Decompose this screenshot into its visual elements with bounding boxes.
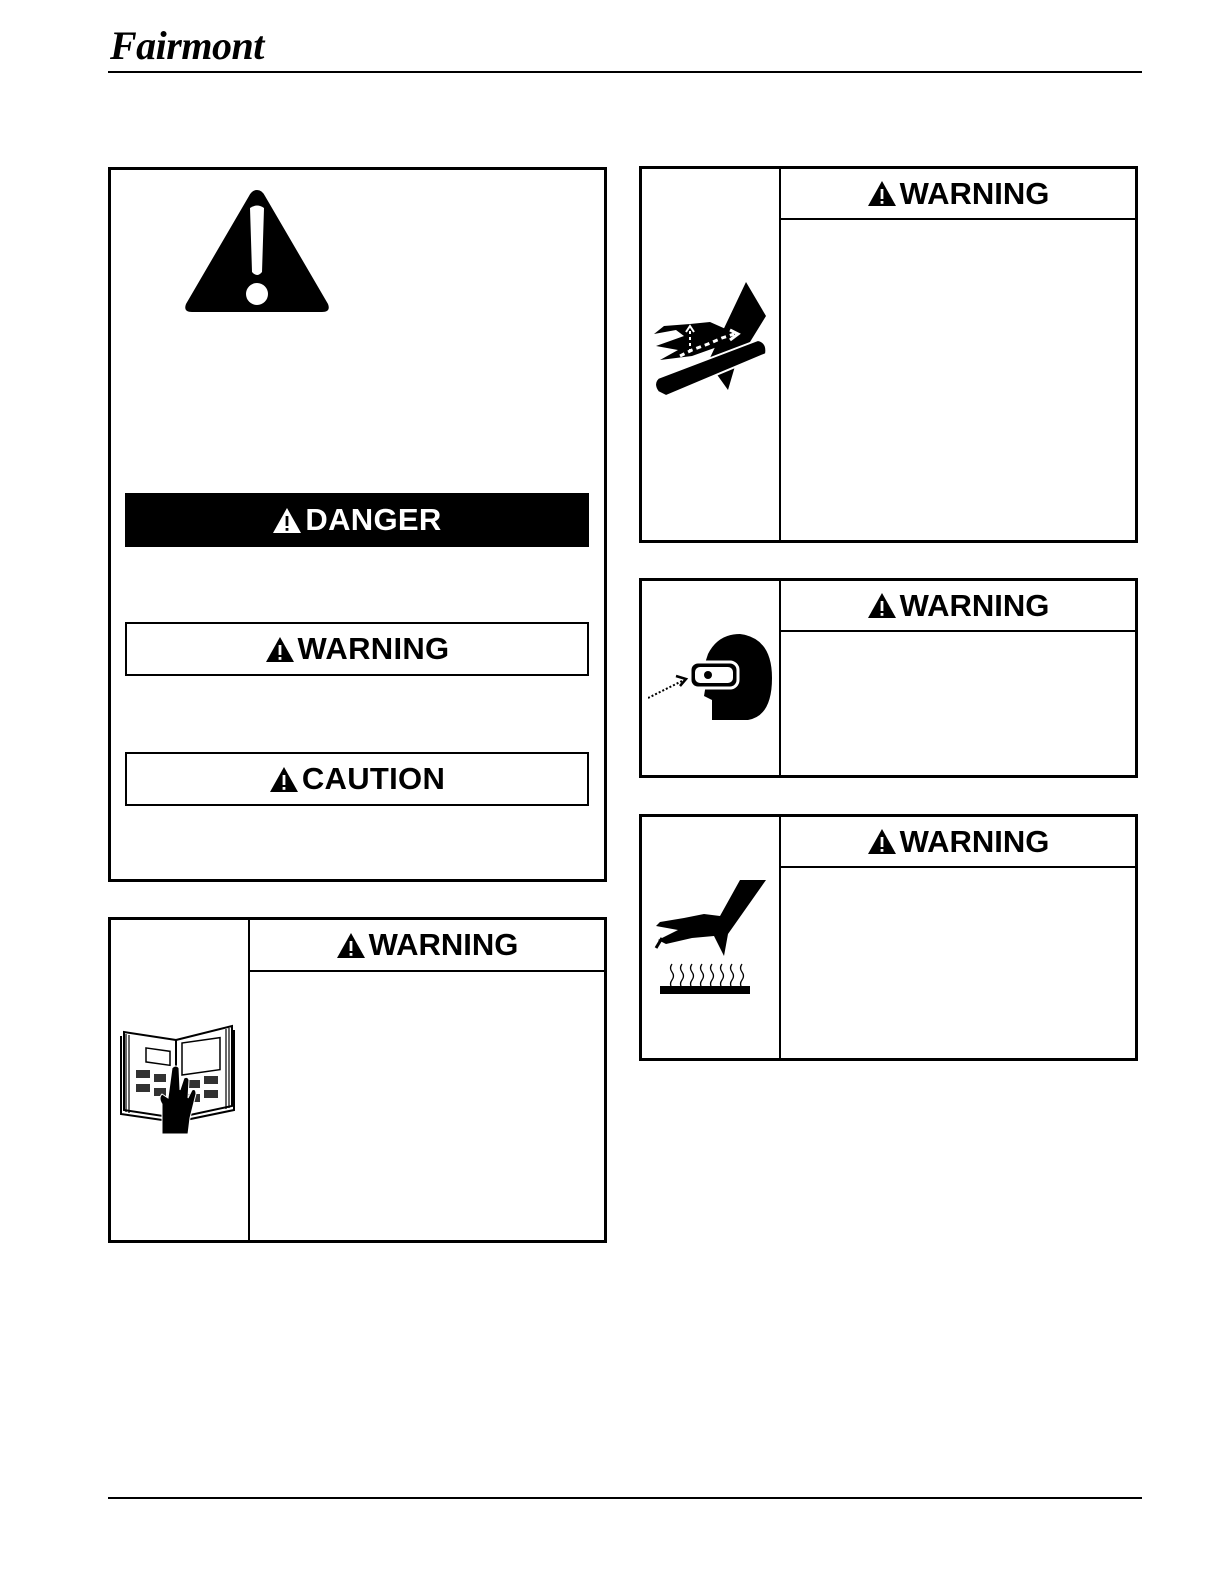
eye-protection-icon	[648, 634, 776, 724]
eye-warning-label: WARNING	[899, 587, 1050, 623]
footer-rule	[108, 1497, 1142, 1499]
read-manual-icon	[118, 1018, 242, 1138]
danger-label: DANGER	[305, 502, 442, 537]
manual-warning-label: WARNING	[368, 927, 519, 962]
eye-warning-header	[781, 581, 1135, 632]
manual-warning-header	[250, 920, 604, 972]
warning-label: WARNING	[297, 631, 450, 666]
company-logo: Fairmont	[110, 23, 264, 68]
danger-signal-word	[125, 493, 589, 547]
hot-surface-icon	[654, 878, 770, 998]
hydraulic-warning-label: WARNING	[899, 175, 1050, 211]
warning-signal-word	[125, 622, 589, 676]
hydraulic-warning-header	[781, 169, 1135, 220]
hot-warning-header	[781, 817, 1135, 868]
caution-label: CAUTION	[301, 761, 446, 796]
hydraulic-injection-icon	[650, 280, 772, 400]
alert-triangle-icon	[265, 636, 295, 663]
caution-signal-word	[125, 752, 589, 806]
panel-divider	[779, 169, 781, 540]
alert-triangle-icon	[867, 828, 897, 855]
alert-triangle-icon	[867, 180, 897, 207]
alert-triangle-icon	[867, 592, 897, 619]
header-rule	[108, 71, 1142, 73]
hot-warning-label: WARNING	[899, 823, 1050, 859]
alert-triangle-icon	[272, 507, 302, 534]
alert-triangle-icon	[269, 766, 299, 793]
large-alert-triangle-icon	[182, 186, 332, 316]
alert-triangle-icon	[336, 932, 366, 959]
